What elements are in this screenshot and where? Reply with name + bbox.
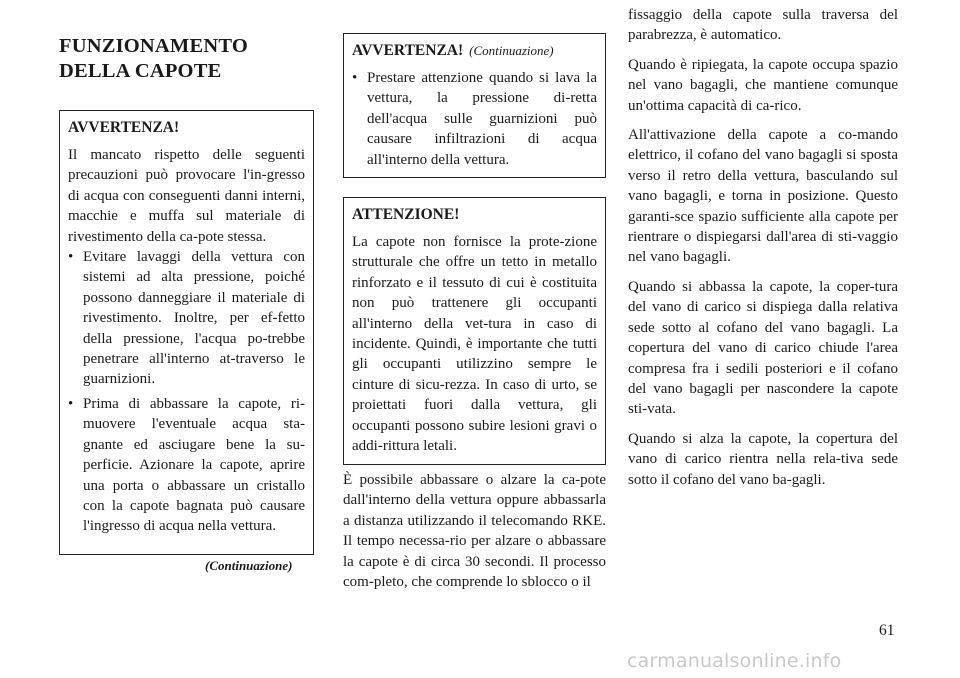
section-title [59, 34, 248, 84]
warning-bullet: • Evitare lavaggi della vettura con sistemi ad alta pressione, poiché possono danneggiare il materiale di rivestimento. Inoltre, per ef-fetto della pressione, l'acqua po-trebbe penetrare all'interno at-traverso le guarnizioni. [68, 247, 305, 390]
paragraph: Quando si abbassa la capote, la coper-tura del vano di carico si dispiega dalla relativa sede sotto al cofano del vano bagagli. La copertura del vano di carico chiude l'area compresa fra i sedili posteriori e il cofano del vano bagagli per nascondere la capote sti-vata. [628, 278, 898, 418]
paragraph: fissaggio della capote sulla traversa del parabrezza, è automatico. [628, 7, 898, 44]
warning-heading: AVVERTENZA! [68, 119, 180, 136]
warning-list [68, 247, 305, 537]
continued-label: (Continuazione) [205, 558, 293, 573]
paragraph: All'attivazione della capote a co-mando elettrico, il cofano del vano bagagli si sposta verso il retro della vettura, basculando sul vano bagagli, e torna in posizione. Questo garanti-sce spazio sufficiente alla capote per rientrare o dispiegarsi dall'area di sti-vaggio nel vano bagagli. [628, 127, 898, 266]
warning-heading: AVVERTENZA! [352, 42, 464, 59]
warning-box-2 [343, 33, 606, 178]
section-title-line-1: FUNZIONAMENTO [59, 35, 249, 57]
continued-label: (Continuazione) [469, 43, 554, 58]
watermark: carmanualsonline.info [627, 650, 842, 672]
caution-text: La capote non fornisce la prote-zione strutturale che offre un tetto in metallo rinforzato e il tessuto di cui è costituita non può trattenere gli occupanti all'interno della vet-tura in caso di incidente. Quindi, è importante che tutti gli occupanti utilizzino sempre le cinture di sicu-rezza. In caso di urto, se proiettati fuori dalla vettura, gli occupanti possono subire lesioni gravi o addi-rittura letali. [352, 234, 597, 455]
warning-bullet: • Prestare attenzione quando si lava la vettura, la pressione di-retta dell'acqua sulle guarnizioni può causare infiltrazioni di acqua all'interno della vettura. [352, 68, 597, 170]
warning-continued-heading [352, 40, 597, 62]
warning-bullet: • Prima di abbassare la capote, ri-muovere l'eventuale acqua sta-gnante ed asciugare bene la su-perficie. Azionare la capote, aprire una porta o abbassare un cristallo con la capote bagnata può causare l'ingresso di acqua nella vettura. [68, 394, 305, 537]
body-text-col-3 [628, 5, 898, 499]
paragraph: È possibile abbassare o alzare la ca-pote dall'interno della vettura oppure abbassarla a distanza utilizzando il telecomando RKE. Il tempo necessa-rio per alzare o abbassare la capote è di circa 30 secondi. Il processo com-pleto, che comprende lo sblocco o il [343, 472, 606, 591]
caution-heading: ATTENZIONE! [352, 206, 460, 223]
page-number: 61 [879, 622, 895, 639]
caution-box [343, 197, 606, 465]
section-title-line-2: DELLA CAPOTE [59, 60, 222, 82]
body-text-col-2 [343, 470, 606, 600]
paragraph: Quando si alza la capote, la copertura del vano di carico rientra nella rela-tiva sede sotto il cofano del vano ba-gagli. [628, 430, 898, 488]
paragraph: Quando è ripiegata, la capote occupa spazio nel vano bagagli, che mantiene comunque un'ottima capacità di ca-rico. [628, 56, 898, 114]
warning-list [352, 68, 597, 170]
warning-box-1 [59, 110, 314, 555]
warning-intro: Il mancato rispetto delle seguenti precauzioni può provocare l'in-gresso di acqua con conseguenti danni interni, macchie e muffa sul materiale di rivestimento della ca-pote stessa. [68, 147, 305, 245]
